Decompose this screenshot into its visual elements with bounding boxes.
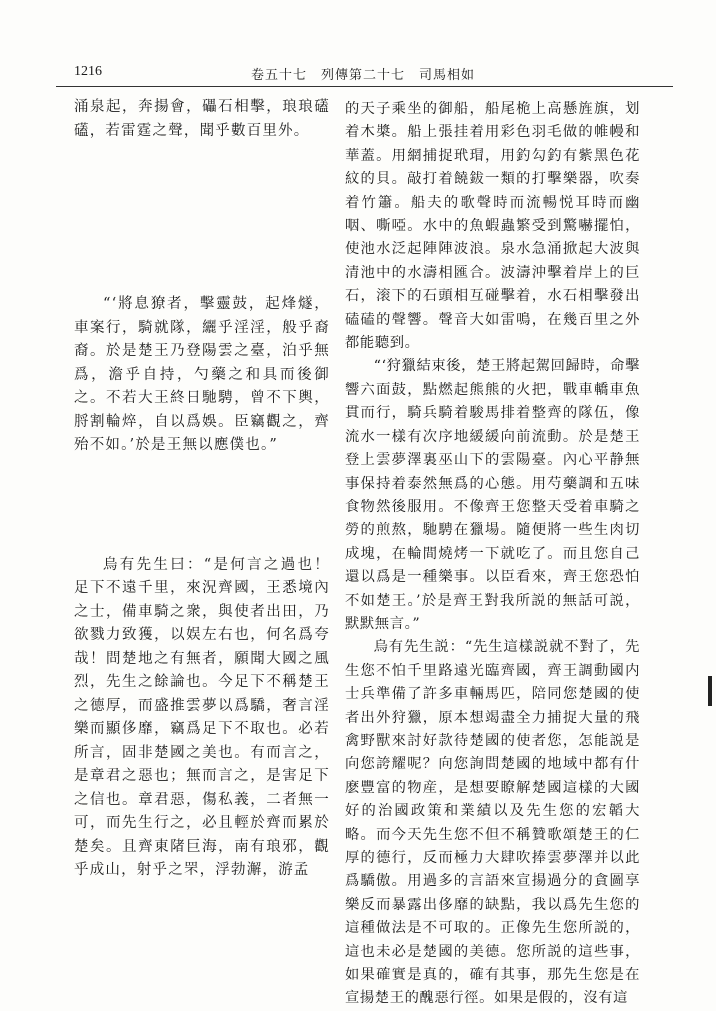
classical-paragraph-3: 烏有先生曰：“是何言之過也！足下不遠千里，來況齊國，王悉境內之士，備車騎之衆，與使者出田，乃欲戮力致獲，以娱左右也，何名爲夸哉！問楚地之有無者，願聞大國之風烈，先生之餘論也。今足下不稱楚王之德厚，而盛推雲夢以爲驕，奢言淫樂而顯侈靡，竊爲足下不取也。必若所言，固非楚國之美也。有而言之，是章君之惡也；無而言之，是害足下之信也。章君惡，傷私義，二者無一可，而先生行之，必且輕於齊而累於楚矣。且齊東陼巨海，南有琅邪，觀乎成山，射乎之罘，浮勃澥，游孟 bbox=[74, 556, 330, 878]
running-head: 卷五十七 列傳第二十七 司馬相如 bbox=[251, 68, 476, 83]
margin-mark bbox=[708, 676, 712, 706]
header-rule bbox=[56, 86, 673, 87]
page-header bbox=[56, 62, 676, 86]
translation-paragraph-3: 烏有先生説：“先生這樣説就不對了，先生您不怕千里路遠光臨齊國，齊王調動國内士兵準備了許多車輛馬匹，陪同您楚國的使者出外狩獵，原本想竭盡全力捕捉大量的飛禽野獸來討好款待楚國的使者您，怎能説是向您誇耀呢？向您詢問楚國的地域中都有什麽豐富的物産，是想要瞭解楚國這樣的大國好的治國政策和業績以及先生您的宏韜大略。而今天先生您不但不稱贊歌頌楚王的仁厚的德行，反而極力大肆吹捧雲夢澤并以此爲驕傲。用過多的言語來宣揚過分的貪圖享樂反而暴露出侈靡的缺點，我以爲先生您的這種做法是不可取的。正像先生您所説的，這也未必是楚國的美德。您所説的這些事，如果確實是真的，確有其事，那先生您是在宣揚楚王的醜惡行徑。如果是假的，沒有這 bbox=[345, 639, 640, 1007]
translation-paragraph-1: 的天子乘坐的御船，船尾桅上高懸旌旗，划着木槳。船上張挂着用彩色羽毛做的帷幔和華蓋。用網捕捉玳瑁，用釣勾釣有紫黑色花紋的貝。敲打着饒鈸一類的打擊樂器，吹奏着竹簫。船夫的歌聲時而流暢悦耳時而幽咽、嘶啞。水中的魚蝦蟲繁受到驚嚇擺怕，使池水泛起陣陣波浪。泉水急涌掀起大波與清池中的水濤相匯合。波濤沖擊着岸上的巨石，滚下的石頭相互碰擊着，水石相擊發出磕磕的聲響。聲音大如雷鳴，在幾百里之外都能聽到。 bbox=[345, 101, 640, 352]
classical-paragraph-1: 涌泉起，奔揚會，礧石相擊，琅琅礚礚，若雷霆之聲，聞乎數百里外。 bbox=[74, 99, 330, 139]
translation-text-column bbox=[345, 98, 640, 1011]
translation-paragraph-2: “‘狩獵結束後，楚王將起駕回歸時，命擊響六面鼓，點燃起熊熊的火把，戰車轎車魚貫而行，騎兵騎着駿馬排着整齊的隊伍，像流水一樣有次序地緩緩向前流動。於是楚王登上雲夢澤裏巫山下的雲陽臺。內心平静無事保持着泰然無爲的心態。用芍藥調和五味食物然後服用。不像齊王您整天受着車騎之勞的煎熬，馳騁在獵場。隨便將一些生肉切成塊，在輪間燒烤一下就吃了。而且您自己還以爲是一種樂事。以臣看來，齊王您恐怕不如楚王。’於是齊王對我所説的無話可説，默默無言。” bbox=[345, 358, 640, 632]
classical-text-column bbox=[74, 96, 330, 883]
classical-paragraph-2: “‘將息獠者，擊靈鼓，起烽燧，車案行，騎就隊，纚乎淫淫，般乎裔裔。於是楚王乃登陽雲之臺，泊乎無爲，澹乎自持，勺藥之和具而後御之。不若大王終日馳騁，曾不下輿，脟割輪焠，自以爲娛。臣竊觀之，齊殆不如。’於是王無以應僕也。” bbox=[74, 296, 330, 453]
page-number: 1216 bbox=[74, 64, 102, 79]
